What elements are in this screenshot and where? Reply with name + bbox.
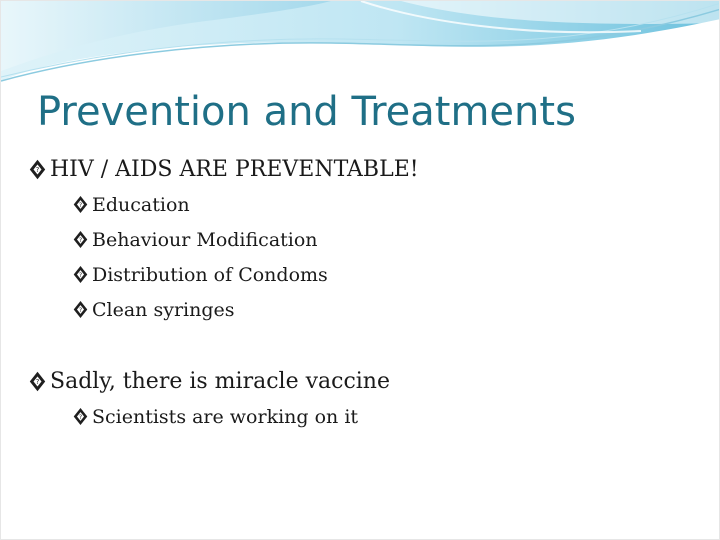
bullet-text: HIV / AIDS ARE PREVENTABLE!: [50, 156, 419, 182]
sub-bullet-text: Behaviour Modification: [92, 228, 318, 251]
svg-text:?: ?: [78, 236, 83, 244]
sub-bullet-text: Distribution of Condoms: [92, 263, 328, 286]
svg-text:?: ?: [78, 201, 83, 209]
sub-bullet-item: [29, 222, 699, 257]
sub-bullet-text: Education: [92, 193, 190, 216]
sub-bullet-item: [29, 292, 699, 327]
slide-title: Prevention and Treatments: [37, 89, 576, 135]
bullet-list: [29, 151, 699, 434]
sub-bullet-item: [29, 399, 699, 434]
header-wave-decoration: [1, 1, 720, 96]
bullet-item: [29, 151, 699, 187]
sub-bullet-item: [29, 257, 699, 292]
sub-bullet-text: Scientists are working on it: [92, 405, 359, 428]
bullet-text: Sadly, there is miracle vaccine: [50, 368, 390, 394]
missing-glyph-icon: [73, 195, 88, 214]
missing-glyph-icon: [29, 371, 46, 392]
svg-text:?: ?: [78, 271, 83, 279]
sub-bullet-text: Clean syringes: [92, 298, 235, 321]
missing-glyph-icon: [73, 265, 88, 284]
svg-text:?: ?: [35, 377, 40, 386]
missing-glyph-icon: [73, 407, 88, 426]
missing-glyph-icon: [73, 230, 88, 249]
missing-glyph-icon: [29, 159, 46, 180]
svg-text:?: ?: [35, 165, 40, 174]
svg-text:?: ?: [78, 306, 83, 314]
svg-text:?: ?: [78, 413, 83, 421]
bullet-item: [29, 363, 699, 399]
missing-glyph-icon: [73, 300, 88, 319]
sub-bullet-item: [29, 187, 699, 222]
